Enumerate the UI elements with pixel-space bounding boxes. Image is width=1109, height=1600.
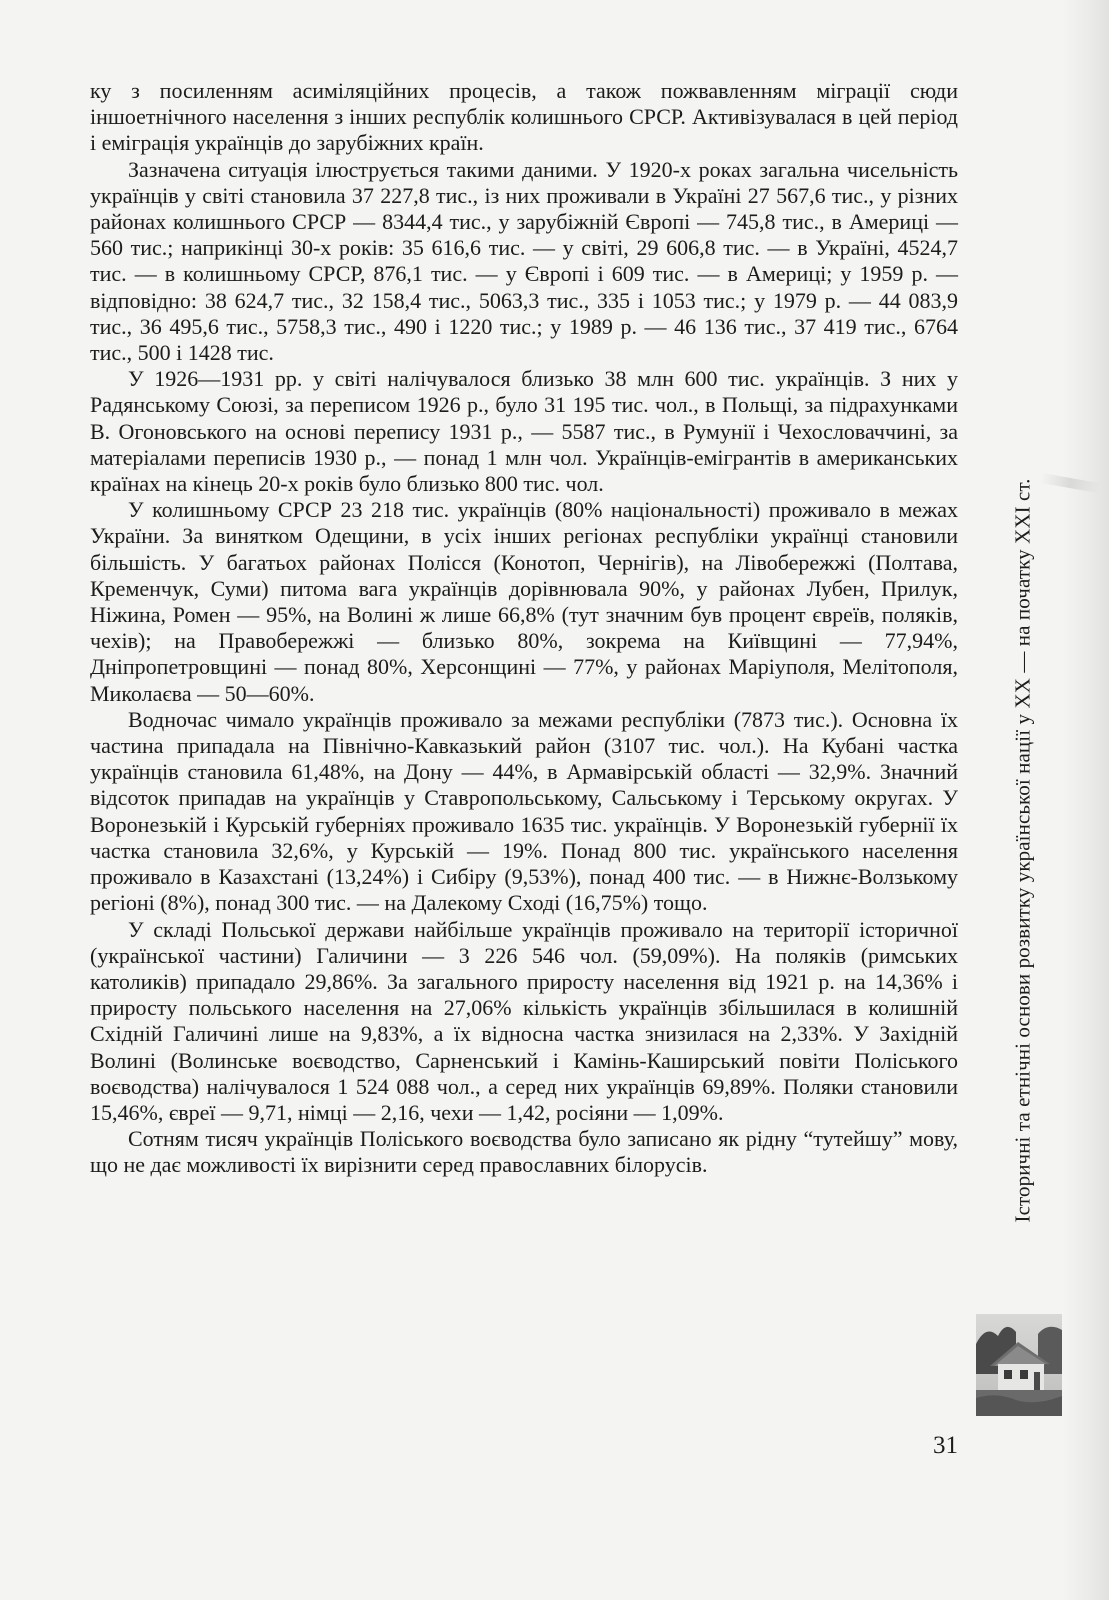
body-text [90,78,958,1179]
page-number: 31 [933,1432,958,1459]
paragraph-2: Зазначена ситуація ілюструється такими даними. У 1920-х роках загальна чисельність українців у світі становила 37 227,8 тис., із них проживали в Україні 27 567,6 тис., у різних районах колишнього СРСР — 8344,4 тис., у зарубіжній Європі — 745,8 тис., в Америці — 560 тис.; наприкінці 30-х років: 35 616,6 тис. — у світі, 29 606,8 тис. — в Україні, 4524,7 тис. — в колишньому СРСР, 876,1 тис. — у Європі і 609 тис. — в Америці; у 1959 р. — відповідно: 38 624,7 тис., 32 158,4 тис., 5063,3 тис., 335 і 1053 тис.; у 1979 р. — 44 083,9 тис., 36 495,6 тис., 5758,3 тис., 490 і 1220 тис.; у 1989 р. — 46 136 тис., 37 419 тис., 6764 тис., 500 і 1428 тис. [90,156,958,366]
paragraph-5: Водночас чимало українців проживало за межами республіки (7873 тис.). Основна їх частина припадала на Північно-Кавказький район (3107 тис. чол.). На Кубані частка українців становила 61,48%, на Дону — 44%, в Армавірській області — 32,9%. Значний відсоток припадав на українців у Ставропольському, Сальському і Терському округах. У Воронезькій і Курській губерніях проживало 1635 тис. українців. У Воронезькій губернії їх частка становила 32,6%, у Курській — 19%. Понад 800 тис. українського населення проживало в Казахстані (13,24%) і Сибіру (9,53%), понад 400 тис. — в Нижнє-Волзькому регіоні (8%), понад 300 тис. — на Далекому Сході (16,75%) тощо. [90,706,958,916]
running-title-vertical [1008,410,1038,1290]
paragraph-1: ку з посиленням асиміляційних процесів, а також пожвавленням міграції сюди іншоетнічного населення з інших республік колишнього СРСР. Активізувалася в цей період і еміграція українців до зарубіжних країн. [90,78,958,156]
running-title-text: Історичні та етнічні основи розвитку української нації у ХХ — на початку ХХІ ст. [1010,478,1035,1222]
page-edge-shadow [1062,0,1109,1600]
paragraph-3: У 1926—1931 рр. у світі налічувалося близько 38 млн 600 тис. українців. З них у Радянському Союзі, за переписом 1926 р., було 31 195 тис. чол., в Польщі, за підрахунками В. Огоновського на основі перепису 1931 р., — 5587 тис., в Румунії і Чехословаччині, за матеріалами переписів 1930 р., — понад 1 млн чол. Українців-емігрантів в американських країнах на кінець 20-х років було близько 800 тис. чол. [90,366,958,497]
village-house-icon [976,1314,1062,1416]
paragraph-6: У складі Польської держави найбільше українців проживало на території історичної (української частини) Галичини — 3 226 546 чол. (59,09%). На поляків (римських католиків) припадало 29,86%. За загального приросту населення від 1921 р. на 14,36% і приросту польського населення на 27,06% кількість українців збільшилася в колишній Східній Галичині лише на 9,83%, а їх відносна частка знизилася на 2,33%. У Західній Волині (Волинське воєводство, Сарненський і Камінь-Каширський повіти Поліського воєводства) налічувалося 1 524 088 чол., а серед них українців 69,89%. Поляки становили 15,46%, євреї — 9,71, німці — 2,16, чехи — 1,42, росіяни — 1,09%. [90,916,958,1125]
paragraph-7: Сотням тисяч українців Поліського воєводства було записано як рідну “тутейшу” мову, що не дає можливості їх вирізнити серед православних білорусів. [90,1126,958,1178]
paragraph-4: У колишньому СРСР 23 218 тис. українців (80% національності) проживало в межах України. За винятком Одещини, в усіх інших регіонах республіки українці становили більшість. У багатьох районах Полісся (Конотоп, Чернігів), на Лівобережжі (Полтава, Кременчук, Суми) питома вага українців дорівнювала 90%, у районах Лубен, Прилук, Ніжина, Ромен — 95%, на Волині ж лише 66,8% (тут значним був процент євреїв, поляків, чехів); на Правобережжі — близько 80%, зокрема на Київщині — 77,94%, Дніпропетровщині — понад 80%, Херсонщині — 77%, у районах Маріуполя, Мелітополя, Миколаєва — 50—60%. [90,497,958,706]
